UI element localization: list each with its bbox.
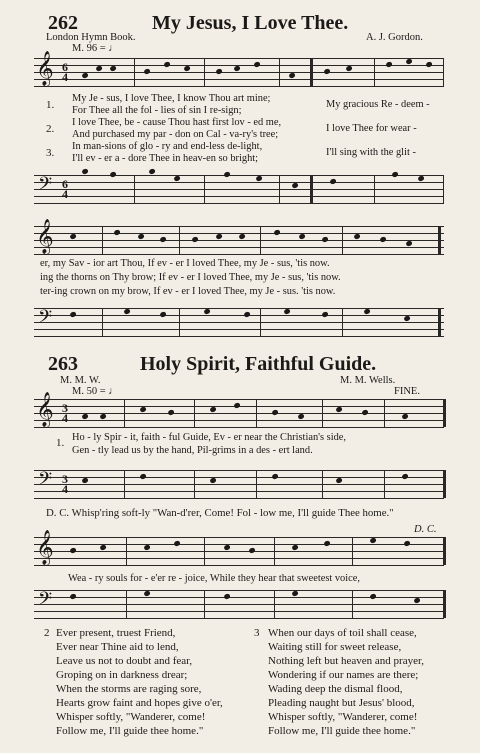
bass-clef-icon: 𝄢 bbox=[38, 469, 53, 494]
tune-source: London Hymn Book. bbox=[46, 32, 136, 43]
stanza-line: Whisper softly, "Wanderer, come! bbox=[56, 711, 206, 723]
stanza-number: 2 bbox=[44, 627, 50, 639]
tempo-marking: M. 96 = ♩ bbox=[72, 43, 119, 54]
treble-staff bbox=[34, 51, 444, 86]
lyric-line: Wea - ry souls for - e'er re - joice, While they hear that sweetest voice, bbox=[68, 573, 360, 584]
fine-marking: FINE. bbox=[394, 386, 420, 397]
stanza-line: Nothing left but heaven and prayer, bbox=[268, 655, 424, 667]
verse-number: 1. bbox=[46, 99, 55, 111]
hymn-number: 262 bbox=[48, 12, 78, 34]
hymn-title: My Jesus, I Love Thee. bbox=[152, 12, 349, 34]
stanza-number: 3 bbox=[254, 627, 260, 639]
treble-staff bbox=[34, 530, 444, 565]
stanza-line: Hearts grow faint and hopes give o'er, bbox=[56, 697, 223, 709]
bass-clef-icon: 𝄢 bbox=[38, 174, 53, 199]
stanza-line: Wondering if our names are there; bbox=[268, 669, 419, 681]
stanza-line: When our days of toil shall cease, bbox=[268, 627, 417, 639]
verse-number: 2. bbox=[46, 123, 55, 135]
bass-clef-icon: 𝄢 bbox=[38, 307, 53, 332]
verse-refrain: I love Thee for wear - bbox=[326, 123, 417, 134]
bass-staff bbox=[34, 590, 444, 618]
treble-clef-icon: 𝄞 bbox=[36, 51, 54, 86]
stanza-line: Ever present, truest Friend, bbox=[56, 627, 176, 639]
bass-staff: 𝄢 6 4 bbox=[34, 175, 444, 203]
stanza-line: Whisper softly, "Wanderer, come! bbox=[268, 711, 418, 723]
stanza-line: Leave us not to doubt and fear, bbox=[56, 655, 193, 667]
stanza-line: Groping on in darkness drear; bbox=[56, 669, 188, 681]
verse-number: 3. bbox=[46, 147, 55, 159]
verse-number: 1. bbox=[56, 437, 65, 449]
verse-line: For Thee all the fol - lies of sin I re-sign; bbox=[72, 105, 242, 116]
stanza-line: Follow me, I'll guide thee home." bbox=[56, 725, 204, 737]
bass-clef-icon: 𝄢 bbox=[38, 589, 53, 614]
time-signature: 6 4 bbox=[62, 60, 68, 84]
stanza-line: Wading deep the dismal flood, bbox=[268, 683, 403, 695]
da-capo-line: D. C. Whisp'ring soft-ly "Wan-d'rer, Come! Fol - low me, I'll guide Thee home." bbox=[46, 507, 394, 519]
treble-clef-icon: 𝄞 bbox=[36, 392, 54, 427]
bass-staff: 𝄢 3 4 bbox=[34, 470, 444, 498]
verse-line: My Je - sus, I love Thee, I know Thou art mine; bbox=[72, 93, 271, 104]
composer: M. M. Wells. bbox=[340, 375, 396, 386]
verse-line: I'll ev - er a - dore Thee in heav-en so bright; bbox=[72, 153, 259, 164]
verse-line: Ho - ly Spir - it, faith - ful Guide, Ev - er near the Christian's side, bbox=[72, 432, 346, 443]
treble-clef-icon: 𝄞 bbox=[36, 219, 54, 254]
bass-staff bbox=[34, 308, 444, 336]
hymn-title: Holy Spirit, Faithful Guide. bbox=[140, 353, 377, 375]
lyric-line: ter-ing crown on my brow, If ev - er I loved Thee, my Je - sus. 'tis now. bbox=[40, 286, 336, 297]
verse-refrain: I'll sing with the glit - bbox=[326, 147, 416, 158]
tempo-marking: M. 50 = ♩ bbox=[72, 386, 119, 397]
lyric-line: ing the thorns on Thy brow; If ev - er I loved Thee, my Je - sus, 'tis now. bbox=[40, 272, 341, 283]
hymn-number: 263 bbox=[48, 353, 78, 375]
treble-staff: 𝄞 3 4 bbox=[34, 399, 444, 427]
treble-clef-icon: 𝄞 bbox=[36, 530, 54, 565]
dc-marking: D. C. bbox=[414, 524, 437, 535]
verse-line: In man-sions of glo - ry and end-less de-light, bbox=[72, 141, 263, 152]
stanza-line: Waiting still for sweet release, bbox=[268, 641, 402, 653]
verse-line: And purchased my par - don on Cal - va-ry's tree; bbox=[72, 129, 279, 140]
lyricist: M. M. W. bbox=[60, 375, 101, 386]
verse-line: I love Thee, be - cause Thou hast first lov - ed me, bbox=[72, 117, 282, 128]
verse-line: Gen - tly lead us by the hand, Pil-grims in a des - ert land. bbox=[72, 445, 313, 456]
composer: A. J. Gordon. bbox=[366, 32, 423, 43]
stanza-line: Follow me, I'll guide thee home." bbox=[268, 725, 416, 737]
treble-staff bbox=[34, 219, 444, 254]
stanza-line: Ever near Thine aid to lend, bbox=[56, 641, 179, 653]
lyric-line: er, my Sav - ior art Thou, If ev - er I loved Thee, my Je - sus, 'tis now. bbox=[40, 258, 330, 269]
stanza-line: Pleading naught but Jesus' blood, bbox=[268, 697, 415, 709]
stanza-line: When the storms are raging sore, bbox=[56, 683, 202, 695]
verse-refrain: My gracious Re - deem - bbox=[326, 99, 430, 110]
